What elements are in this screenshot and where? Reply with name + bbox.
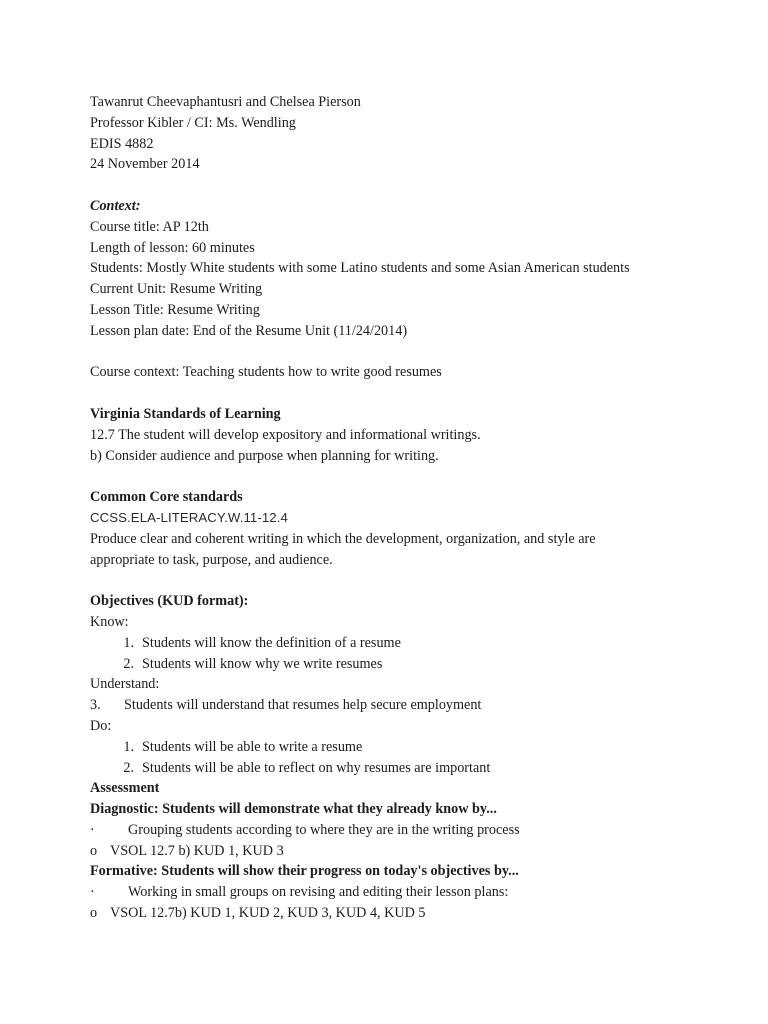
- course-code-line: EDIS 4882: [90, 135, 154, 152]
- current-unit-line: Current Unit: Resume Writing: [90, 281, 263, 298]
- know-label: Know:: [90, 613, 129, 630]
- formative-item: [90, 882, 730, 903]
- virginia-line-1: 12.7 The student will develop expository and informational writings.: [90, 426, 481, 443]
- objectives-section: [90, 591, 730, 778]
- common-core-text: Produce clear and coherent writing in which the development, organization, and style are appropriate to task, purpose, and audience.: [90, 530, 596, 568]
- formative-standards-text: VSOL 12.7b) KUD 1, KUD 2, KUD 3, KUD 4, KUD 5: [110, 905, 426, 922]
- do-item: [90, 737, 730, 758]
- date-line: 24 November 2014: [90, 156, 200, 173]
- document-page: [90, 92, 730, 924]
- context-heading: Context:: [90, 197, 141, 214]
- list-number: 2.: [123, 759, 134, 776]
- understand-item: [90, 695, 730, 716]
- list-number: 1.: [123, 738, 134, 755]
- assessment-heading: Assessment: [90, 780, 160, 797]
- list-number: 1.: [123, 634, 134, 651]
- context-section: [90, 196, 730, 383]
- bullet-dot-icon: ·: [90, 884, 95, 901]
- common-core-section: [90, 487, 730, 570]
- diagnostic-item-text: Grouping students according to where they are in the writing process: [128, 821, 520, 838]
- list-number: 2.: [123, 655, 134, 672]
- know-item: [90, 654, 730, 675]
- course-title-line: Course title: AP 12th: [90, 218, 209, 235]
- bullet-o-icon: o: [90, 842, 98, 859]
- list-number: 3.: [90, 697, 101, 714]
- list-text: Students will be able to write a resume: [142, 738, 363, 755]
- header-block: [90, 92, 730, 175]
- formative-item-text: Working in small groups on revising and editing their lesson plans:: [128, 884, 509, 901]
- spacer: [90, 383, 730, 404]
- formative-heading: Formative: Students will show their progress on today's objectives by...: [90, 863, 519, 880]
- students-line: Students: Mostly White students with some Latino students and some Asian American students: [90, 260, 630, 277]
- objectives-heading: Objectives (KUD format):: [90, 593, 249, 610]
- common-core-code: CCSS.ELA-LITERACY.W.11-12.4: [90, 509, 288, 525]
- professor-line: Professor Kibler / CI: Ms. Wendling: [90, 114, 296, 131]
- bullet-dot-icon: ·: [90, 821, 95, 838]
- diagnostic-standards-text: VSOL 12.7 b) KUD 1, KUD 3: [110, 842, 284, 859]
- virginia-line-2: b) Consider audience and purpose when planning for writing.: [90, 447, 439, 464]
- list-text: Students will be able to reflect on why resumes are important: [142, 759, 491, 776]
- plan-date-line: Lesson plan date: End of the Resume Unit (11/24/2014): [90, 322, 408, 339]
- lesson-title-line: Lesson Title: Resume Writing: [90, 301, 260, 318]
- list-text: Students will understand that resumes help secure employment: [124, 697, 482, 714]
- formative-standards: [90, 903, 730, 924]
- authors-line: Tawanrut Cheevaphantusri and Chelsea Pierson: [90, 94, 361, 110]
- spacer: [90, 175, 730, 196]
- virginia-section: [90, 404, 730, 466]
- lesson-length-line: Length of lesson: 60 minutes: [90, 239, 255, 256]
- spacer: [90, 570, 730, 591]
- assessment-section: [90, 778, 730, 924]
- virginia-heading: Virginia Standards of Learning: [90, 405, 281, 422]
- common-core-heading: Common Core standards: [90, 489, 243, 506]
- diagnostic-heading: Diagnostic: Students will demonstrate what they already know by...: [90, 801, 497, 818]
- do-item: [90, 758, 730, 779]
- bullet-o-icon: o: [90, 905, 98, 922]
- spacer: [90, 342, 730, 363]
- know-item: [90, 633, 730, 654]
- do-label: Do:: [90, 717, 112, 734]
- diagnostic-standards: [90, 841, 730, 862]
- list-text: Students will know why we write resumes: [142, 655, 383, 672]
- list-text: Students will know the definition of a resume: [142, 634, 401, 651]
- diagnostic-item: [90, 820, 730, 841]
- understand-label: Understand:: [90, 676, 160, 693]
- spacer: [90, 466, 730, 487]
- course-context-line: Course context: Teaching students how to write good resumes: [90, 364, 442, 381]
